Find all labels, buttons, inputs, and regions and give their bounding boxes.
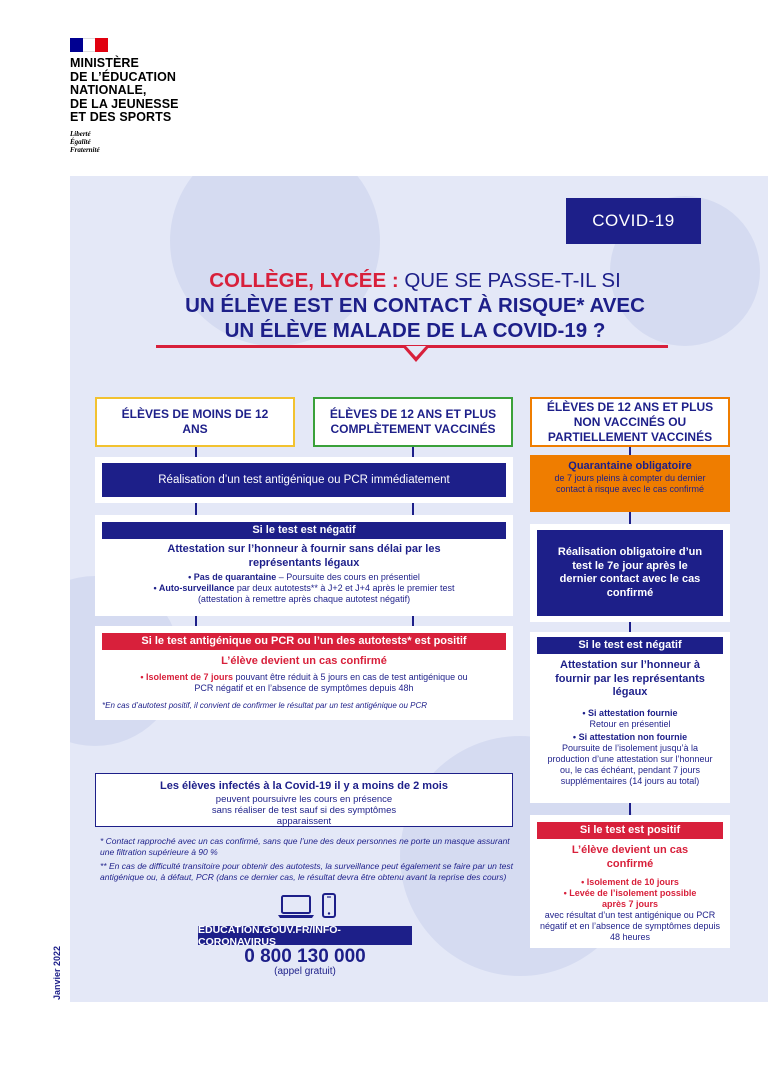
right-negative-heading: Attestation sur l’honneur à fournir par les représentants légaux bbox=[555, 659, 705, 698]
positive-bullet-1: • Isolement de 7 jours pouvant être réduit à 5 jours en cas de test antigénique ou PCR négatif et en l’absence de symptômes depuis 48h bbox=[140, 671, 468, 693]
connector-line bbox=[629, 512, 631, 524]
positive-note: *En cas d’autotest positif, il convient de confirmer le résultat par un test antigénique ou PCR bbox=[102, 700, 428, 710]
right-positive-card bbox=[530, 815, 730, 948]
covid-tag: COVID-19 bbox=[566, 198, 701, 244]
quarantine-title: Quarantaine obligatoire bbox=[568, 460, 692, 472]
infected-card bbox=[95, 773, 513, 827]
test-day7-box: Réalisation obligatoire d’un test le 7e jour après le dernier contact avec le cas confirmé bbox=[537, 530, 723, 616]
right-positive-bar: Si le test est positif bbox=[537, 822, 723, 839]
test-day7-card bbox=[530, 524, 730, 622]
test-immediate-box: Réalisation d’un test antigénique ou PCR immédiatement bbox=[102, 463, 506, 497]
connector-line bbox=[629, 803, 631, 815]
quarantine-text: de 7 jours pleins à compter du dernier contact à risque avec le cas confirmé bbox=[554, 473, 706, 494]
negative-test-bar: Si le test est négatif bbox=[102, 522, 506, 539]
smartphone-icon bbox=[321, 893, 337, 919]
footnote-1: * Contact rapproché avec un cas confirmé, sans que l’une des deux personnes ne porte un masque assurant une filtration supérieure à 90 % bbox=[100, 836, 510, 857]
publication-date: Janvier 2022 bbox=[52, 945, 62, 1000]
column-header-under-12: ÉLÈVES DE MOINS DE 12 ANS bbox=[95, 397, 295, 447]
infected-heading: Les élèves infectés à la Covid-19 il y a moins de 2 mois bbox=[160, 780, 448, 792]
right-positive-heading: L’élève devient un cas confirmé bbox=[571, 844, 689, 870]
phone-note: (appel gratuit) bbox=[274, 966, 336, 977]
french-flag-icon bbox=[70, 38, 108, 52]
isolation-10-days: • Isolement de 10 jours bbox=[581, 877, 679, 887]
phone-number: 0 800 130 000 bbox=[244, 946, 366, 967]
info-url-link[interactable]: EDUCATION.GOUV.FR/INFO-CORONAVIRUS bbox=[198, 926, 412, 945]
column-header-vaccinated: ÉLÈVES DE 12 ANS ET PLUS COMPLÈTEMENT VACCINÉS bbox=[313, 397, 513, 447]
negative-bullet-2-note: (attestation à remettre après chaque autotest négatif) bbox=[197, 594, 411, 604]
ministry-name: MINISTÈRE DE L’ÉDUCATION NATIONALE, DE LA JEUNESSE ET DES SPORTS bbox=[70, 56, 179, 124]
column-header-unvaccinated: ÉLÈVES DE 12 ANS ET PLUS NON VACCINÉS OU PARTIELLEMENT VACCINÉS bbox=[530, 397, 730, 447]
positive-test-card bbox=[95, 626, 513, 720]
attestation-provided-text: Retour en présentiel bbox=[589, 718, 671, 729]
connector-line bbox=[195, 616, 197, 626]
right-negative-card bbox=[530, 632, 730, 803]
connector-line bbox=[412, 503, 414, 515]
connector-line bbox=[412, 447, 414, 457]
attestation-provided-label: • Si attestation fournie bbox=[582, 707, 678, 718]
footnotes bbox=[100, 836, 515, 886]
negative-test-card bbox=[95, 515, 513, 616]
footnote-2: ** En cas de difficulté transitoire pour obtenir des autotests, la surveillance peut également se faire par un test antigénique ou, à défaut, PCR (dans ce dernier cas, le résultat devra être obtenu avant la reprise des cours) bbox=[100, 861, 513, 882]
quarantine-card bbox=[530, 455, 730, 512]
right-negative-bar: Si le test est négatif bbox=[537, 637, 723, 654]
negative-heading: Attestation sur l’honneur à fournir sans délai par les représentants légaux bbox=[167, 543, 441, 569]
page-title: COLLÈGE, LYCÉE : QUE SE PASSE-T-IL SI UN ÉLÈVE EST EN CONTACT À RISQUE* AVEC UN ÉLÈVE MALADE DE LA COVID-19 ? bbox=[185, 269, 645, 342]
positive-heading: L’élève devient un cas confirmé bbox=[221, 655, 387, 667]
laptop-icon bbox=[276, 894, 316, 920]
title-arrow-inner bbox=[406, 346, 426, 357]
connector-line bbox=[629, 622, 631, 632]
isolation-lift-7-days: • Levée de l’isolement possible après 7 jours bbox=[563, 888, 697, 909]
negative-bullet-2: • Auto-surveillance par deux autotests** à J+2 et J+4 après le premier test bbox=[153, 583, 455, 593]
republic-motto: Liberté Égalité Fraternité bbox=[70, 129, 100, 154]
infected-text: peuvent poursuivre les cours en présence sans réaliser de test sauf si des symptômes apparaissent bbox=[211, 793, 397, 827]
isolation-lift-conditions: avec résultat d’un test antigénique ou PCR négatif et en l’absence de symptômes depuis 48 heures bbox=[539, 910, 721, 942]
attestation-missing-label: • Si attestation non fournie bbox=[572, 731, 688, 742]
connector-line bbox=[195, 503, 197, 515]
positive-test-bar: Si le test antigénique ou PCR ou l’un des autotests* est positif bbox=[102, 633, 506, 650]
ministry-logo bbox=[70, 38, 220, 154]
connector-line bbox=[195, 447, 197, 457]
attestation-missing-text: Poursuite de l’isolement jusqu’à la production d’une attestation sur l’honneur ou, le cas échéant, pendant 7 jours supplémentaires (14 jours au total) bbox=[547, 742, 713, 786]
connector-line bbox=[629, 447, 631, 455]
connector-line bbox=[412, 616, 414, 626]
negative-bullet-1: • Pas de quarantaine – Poursuite des cours en présentiel bbox=[188, 572, 420, 582]
test-immediate-card bbox=[95, 457, 513, 503]
